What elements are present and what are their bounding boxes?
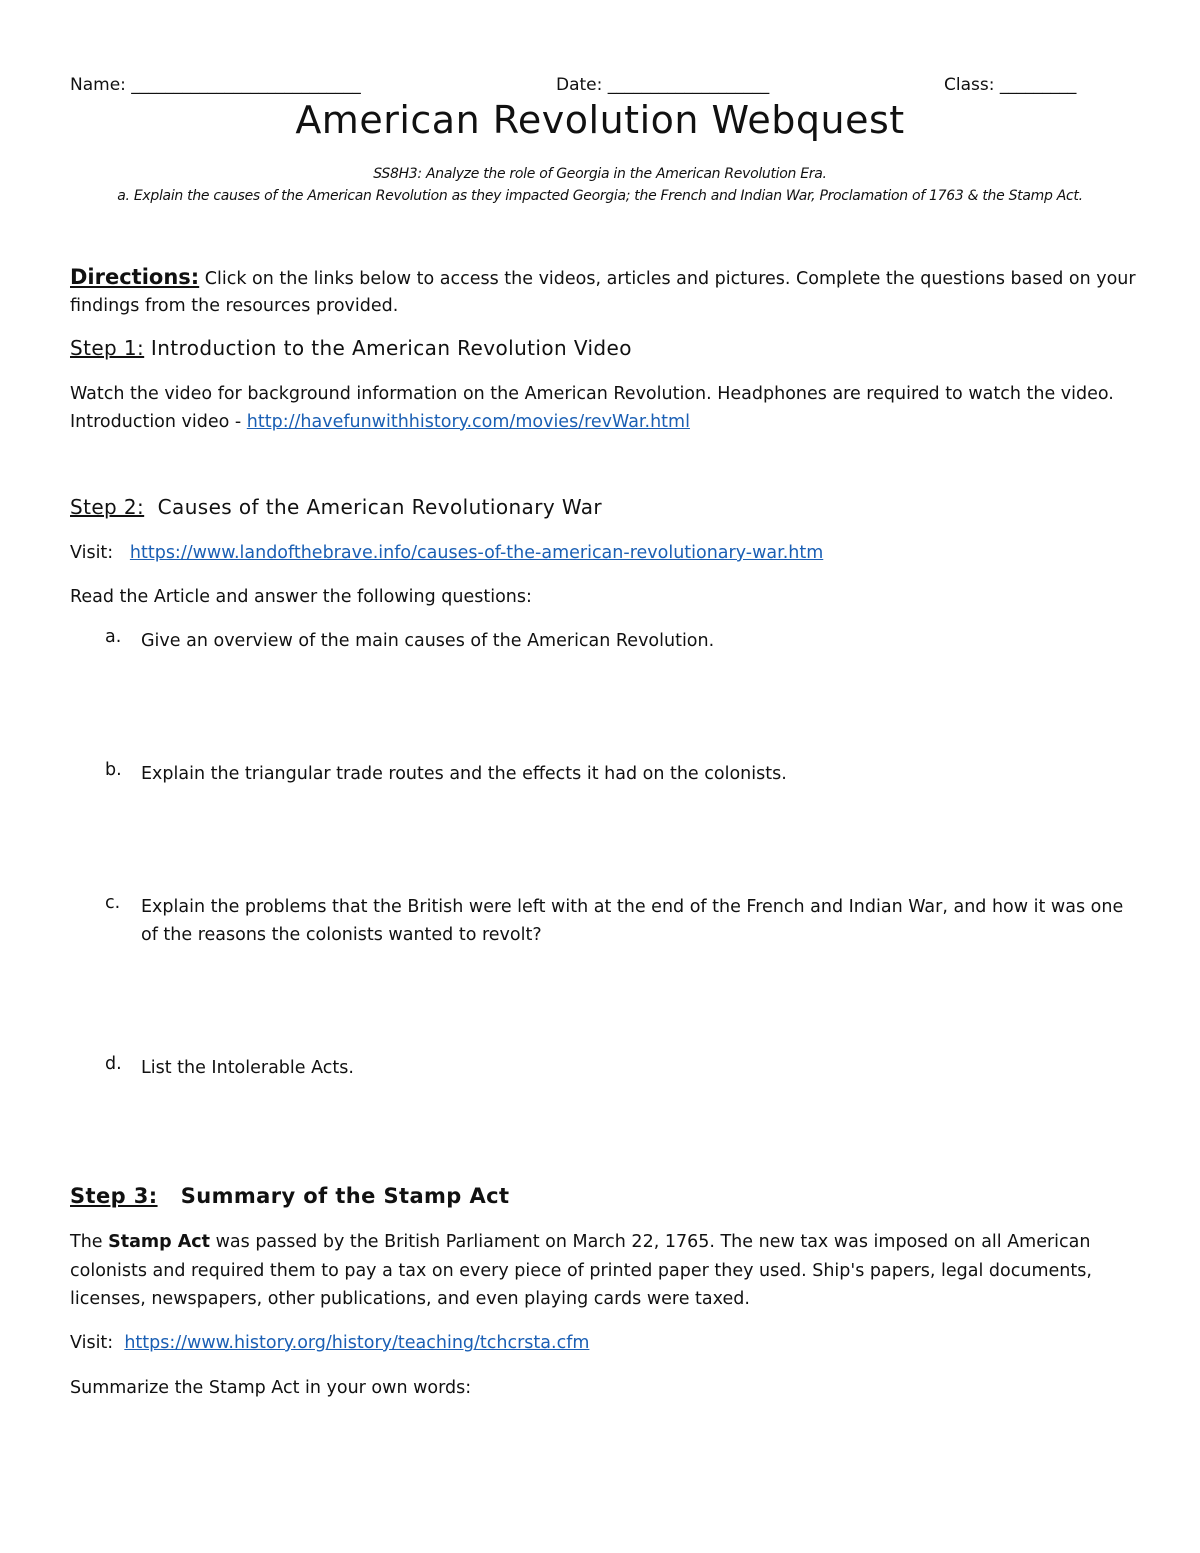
stamp-act-para-line-1 [70, 1228, 1090, 1257]
step-1-label: Step 1: [70, 336, 145, 360]
name-field-label: Name: ___________________________ [70, 75, 361, 95]
question-a-letter: a. [105, 627, 122, 647]
step-3-visit-label: Visit: [70, 1333, 114, 1353]
step-2-title: Causes of the American Revolutionary War [144, 495, 602, 519]
question-c-letter: c. [105, 893, 121, 913]
intro-video-link[interactable]: http://havefunwithhistory.com/movies/revWar.html [246, 412, 690, 432]
step-2-heading [70, 495, 602, 519]
causes-article-link[interactable]: https://www.landofthebrave.info/causes-of-the-american-revolutionary-war.htm [129, 543, 824, 563]
standard-line-1: SS8H3: Analyze the role of Georgia in the American Revolution Era. [373, 166, 827, 182]
class-field-label: Class: _________ [944, 75, 1077, 95]
question-d-text: List the Intolerable Acts. [141, 1058, 354, 1078]
para-the: The [70, 1232, 109, 1252]
step-2-visit-label: Visit: [70, 543, 114, 563]
step-3-title: Summary of the Stamp Act [180, 1184, 510, 1208]
page-title: American Revolution Webquest [295, 98, 905, 142]
question-a-text: Give an overview of the main causes of the American Revolution. [141, 631, 715, 651]
standard-line-2: a. Explain the causes of the American Revolution as they impacted Georgia; the French and Indian War, Proclamation of 1763 & the Stamp Act. [117, 188, 1083, 204]
stamp-act-bold: Stamp Act [108, 1232, 211, 1252]
directions-line-1 [70, 263, 1136, 294]
stamp-act-para-line-3: licenses, newspapers, other publications, and even playing cards were taxed. [70, 1289, 750, 1309]
step-1-title: Introduction to the American Revolution Video [144, 336, 632, 360]
step-2-visit-line [70, 539, 823, 568]
step-3-heading [70, 1184, 509, 1208]
step-1-video-prefix: Introduction video - [70, 412, 247, 432]
stamp-act-link[interactable]: https://www.history.org/history/teaching/tchcrsta.cfm [124, 1333, 590, 1353]
question-d-letter: d. [105, 1054, 122, 1074]
question-c-text-1: Explain the problems that the British were left with at the end of the French and Indian War, and how it was one [141, 897, 1124, 917]
stamp-act-para-line-2: colonists and required them to pay a tax on every piece of printed paper they used. Ship's papers, legal documents, [70, 1261, 1092, 1281]
directions-text-1: Click on the links below to access the videos, articles and pictures. Complete the questions based on your [199, 269, 1136, 289]
directions-text-2: findings from the resources provided. [70, 296, 399, 316]
question-b-letter: b. [105, 760, 122, 780]
para-line1-rest: was passed by the British Parliament on March 22, 1765. The new tax was imposed on all American [210, 1232, 1091, 1252]
directions-label: Directions: [70, 265, 200, 289]
step-3-label: Step 3: [70, 1184, 158, 1208]
summary-prompt: Summarize the Stamp Act in your own words: [70, 1378, 472, 1398]
question-b-text: Explain the triangular trade routes and the effects it had on the colonists. [141, 764, 787, 784]
step-1-text: Watch the video for background information on the American Revolution. Headphones are required to watch the video. [70, 384, 1114, 404]
step-3-visit-line [70, 1329, 589, 1358]
step-1-video-line [70, 408, 690, 437]
date-field-label: Date: ___________________ [556, 75, 770, 95]
step-1-heading [70, 336, 632, 360]
step-2-label: Step 2: [70, 495, 145, 519]
step-2-instructions: Read the Article and answer the following questions: [70, 587, 532, 607]
question-c-text-2: of the reasons the colonists wanted to revolt? [141, 925, 542, 945]
